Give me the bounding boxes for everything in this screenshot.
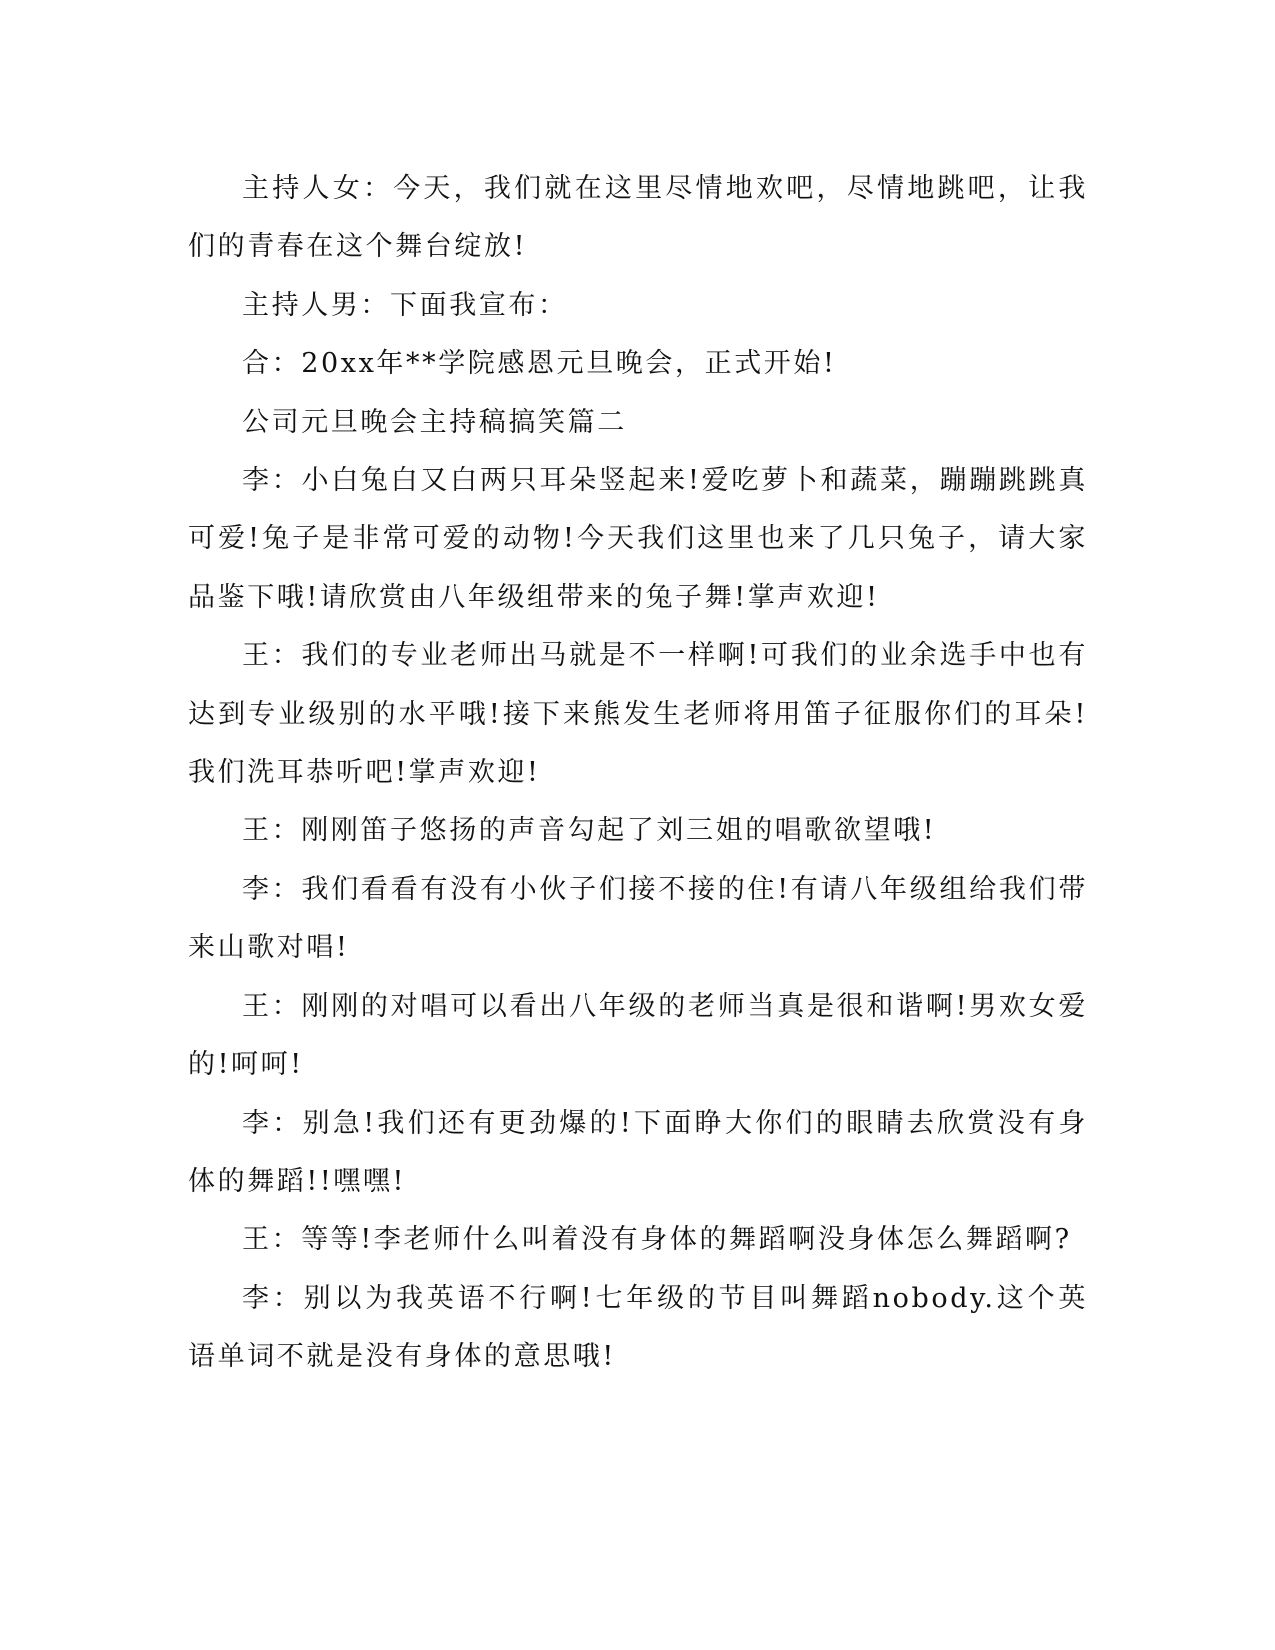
paragraph-wang-flute: 王：我们的专业老师出马就是不一样啊!可我们的业余选手中也有达到专业级别的水平哦!接下来熊发生老师将用笛子征服你们的耳朵!我们洗耳恭听吧!掌声欢迎! <box>188 640 1088 789</box>
paragraph-host-female: 主持人女：今天，我们就在这里尽情地欢吧，尽情地跳吧，让我们的青春在这个舞台绽放! <box>188 173 1088 263</box>
paragraph-li-nobody: 李：别以为我英语不行啊!七年级的节目叫舞蹈nobody.这个英语单词不就是没有身体的意思哦! <box>188 1282 1088 1373</box>
paragraph-wang-harmony: 王：刚刚的对唱可以看出八年级的老师当真是很和谐啊!男欢女爱的!呵呵! <box>188 990 1088 1081</box>
paragraph-li-duet: 李：我们看看有没有小伙子们接不接的住!有请八年级组给我们带来山歌对唱! <box>188 873 1088 964</box>
section-heading: 公司元旦晚会主持稿搞笑篇二 <box>242 406 627 438</box>
paragraph-wang-song: 王：刚刚笛子悠扬的声音勾起了刘三姐的唱歌欲望哦! <box>242 815 937 847</box>
document-body <box>188 160 1088 1387</box>
paragraph-li-dance: 李：别急!我们还有更劲爆的!下面睁大你们的眼睛去欣赏没有身体的舞蹈!!嘿嘿! <box>188 1107 1088 1197</box>
paragraph-wang-question: 王：等等!李老师什么叫着没有身体的舞蹈啊没身体怎么舞蹈啊? <box>242 1224 1072 1256</box>
paragraph-li-rabbit: 李：小白兔白又白两只耳朵竖起来!爱吃萝卜和蔬菜，蹦蹦跳跳真可爱!兔子是非常可爱的动物!今天我们这里也来了几只兔子，请大家品鉴下哦!请欣赏由八年级组带来的兔子舞!掌声欢迎! <box>188 465 1088 613</box>
paragraph-host-male: 主持人男：下面我宣布： <box>242 289 568 321</box>
paragraph-together: 合：20xx年**学院感恩元旦晚会，正式开始! <box>242 348 837 380</box>
